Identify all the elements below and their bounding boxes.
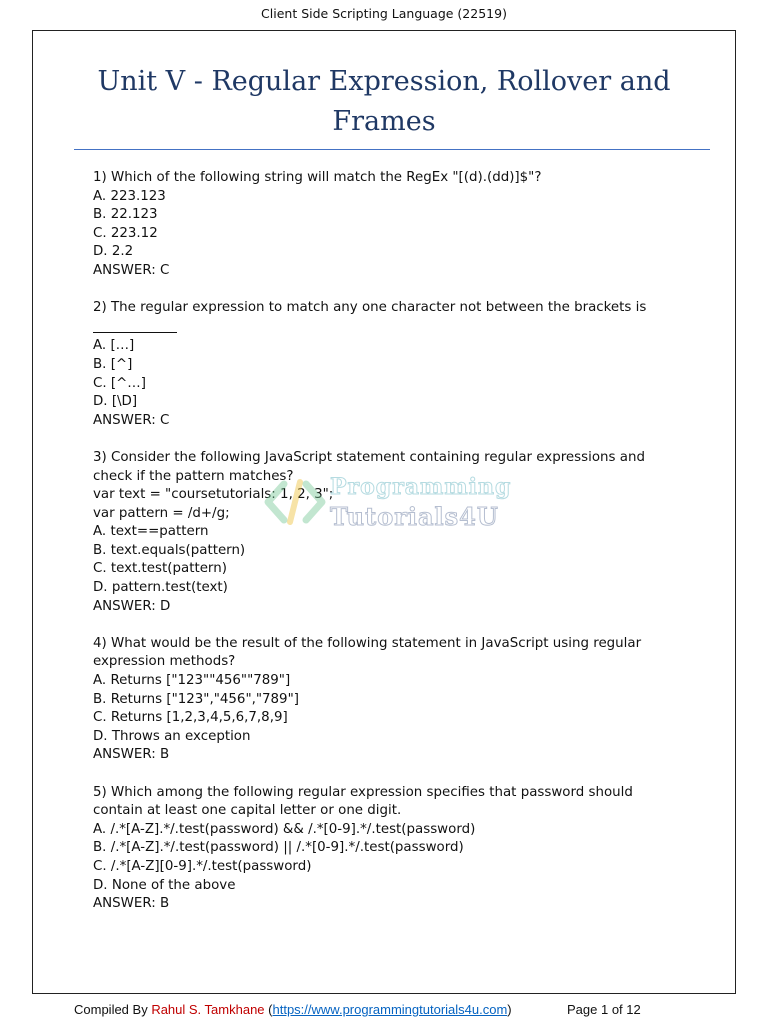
- website-link[interactable]: https://www.programmingtutorials4u.com: [272, 1002, 508, 1017]
- page-title-line-1: Unit V - Regular Expression, Rollover and: [97, 66, 671, 97]
- running-header: Client Side Scripting Language (22519): [261, 6, 507, 21]
- option-d: D. pattern.test(text): [93, 580, 228, 596]
- compiled-by-label: Compiled By: [74, 1002, 152, 1017]
- page-title-line-2: Frames: [332, 106, 436, 137]
- watermark-text-programming: Programming: [330, 474, 512, 500]
- answer-line: ANSWER: D: [93, 598, 171, 614]
- option-c: C. text.test(pattern): [93, 561, 227, 577]
- question-text-line-1: 5) Which among the following regular expression specifies that password should: [93, 784, 633, 800]
- page-title: [40, 62, 728, 142]
- option-c: C. Returns [1,2,3,4,5,6,7,8,9]: [93, 710, 288, 726]
- option-d: D. [\D]: [93, 394, 138, 410]
- answer-line: ANSWER: B: [93, 896, 170, 912]
- option-b: B. Returns ["123","456","789"]: [93, 691, 299, 707]
- option-d: D. None of the above: [93, 877, 236, 893]
- option-a: A. […]: [93, 338, 135, 354]
- option-c: C. [^…]: [93, 375, 146, 391]
- option-a: A. Returns ["123""456""789"]: [93, 673, 291, 689]
- answer-line: ANSWER: B: [93, 747, 170, 763]
- question-5: [93, 784, 673, 914]
- option-b: B. [^]: [93, 356, 133, 372]
- question-3: [93, 449, 673, 616]
- question-text: 1) Which of the following string will match the RegEx "[(d).(dd)]$"?: [93, 170, 542, 185]
- question-list: [93, 169, 673, 932]
- option-a: A. /.*[A-Z].*/.test(password) && /.*[0-9].*/.test(password): [93, 821, 476, 837]
- option-a: A. 223.123: [93, 188, 166, 204]
- option-c: C. /.*[A-Z][0-9].*/.test(password): [93, 858, 312, 874]
- author-name: Rahul S. Tamkhane: [151, 1002, 265, 1017]
- option-b: B. text.equals(pattern): [93, 542, 246, 558]
- answer-line: ANSWER: C: [93, 262, 170, 278]
- open-paren: (: [264, 1002, 273, 1017]
- question-text-line-2: contain at least one capital letter or one digit.: [93, 803, 402, 819]
- question-text-line-1: 3) Consider the following JavaScript statement containing regular expressions and: [93, 449, 645, 465]
- watermark-text-tutorials4u: Tutorials4U: [330, 502, 499, 531]
- fill-in-blank-line: [93, 318, 177, 333]
- page-number: Page 1 of 12: [567, 1002, 641, 1017]
- question-4: [93, 635, 673, 765]
- option-d: D. Throws an exception: [93, 728, 251, 744]
- question-text: 2) The regular expression to match any one character not between the brackets is: [93, 300, 647, 316]
- footer-credit: [74, 1002, 512, 1017]
- question-1: [93, 169, 673, 281]
- option-b: B. /.*[A-Z].*/.test(password) || /.*[0-9].*/.test(password): [93, 840, 464, 856]
- question-text-line-2: check if the pattern matches?: [93, 468, 294, 484]
- close-paren: ): [507, 1002, 512, 1017]
- option-c: C. 223.12: [93, 225, 158, 241]
- question-text-line-1: 4) What would be the result of the following statement in JavaScript using regular: [93, 635, 642, 651]
- question-text-line-2: expression methods?: [93, 654, 236, 670]
- option-a: A. text==pattern: [93, 524, 209, 540]
- code-line-1: var text = "coursetutorials: 1, 2, 3";: [93, 487, 334, 503]
- code-line-2: var pattern = /d+/g;: [93, 505, 230, 521]
- question-2: [93, 299, 673, 430]
- title-underline-rule: [74, 149, 710, 150]
- option-d: D. 2.2: [93, 244, 134, 260]
- option-b: B. 22.123: [93, 207, 158, 223]
- answer-line: ANSWER: C: [93, 412, 170, 428]
